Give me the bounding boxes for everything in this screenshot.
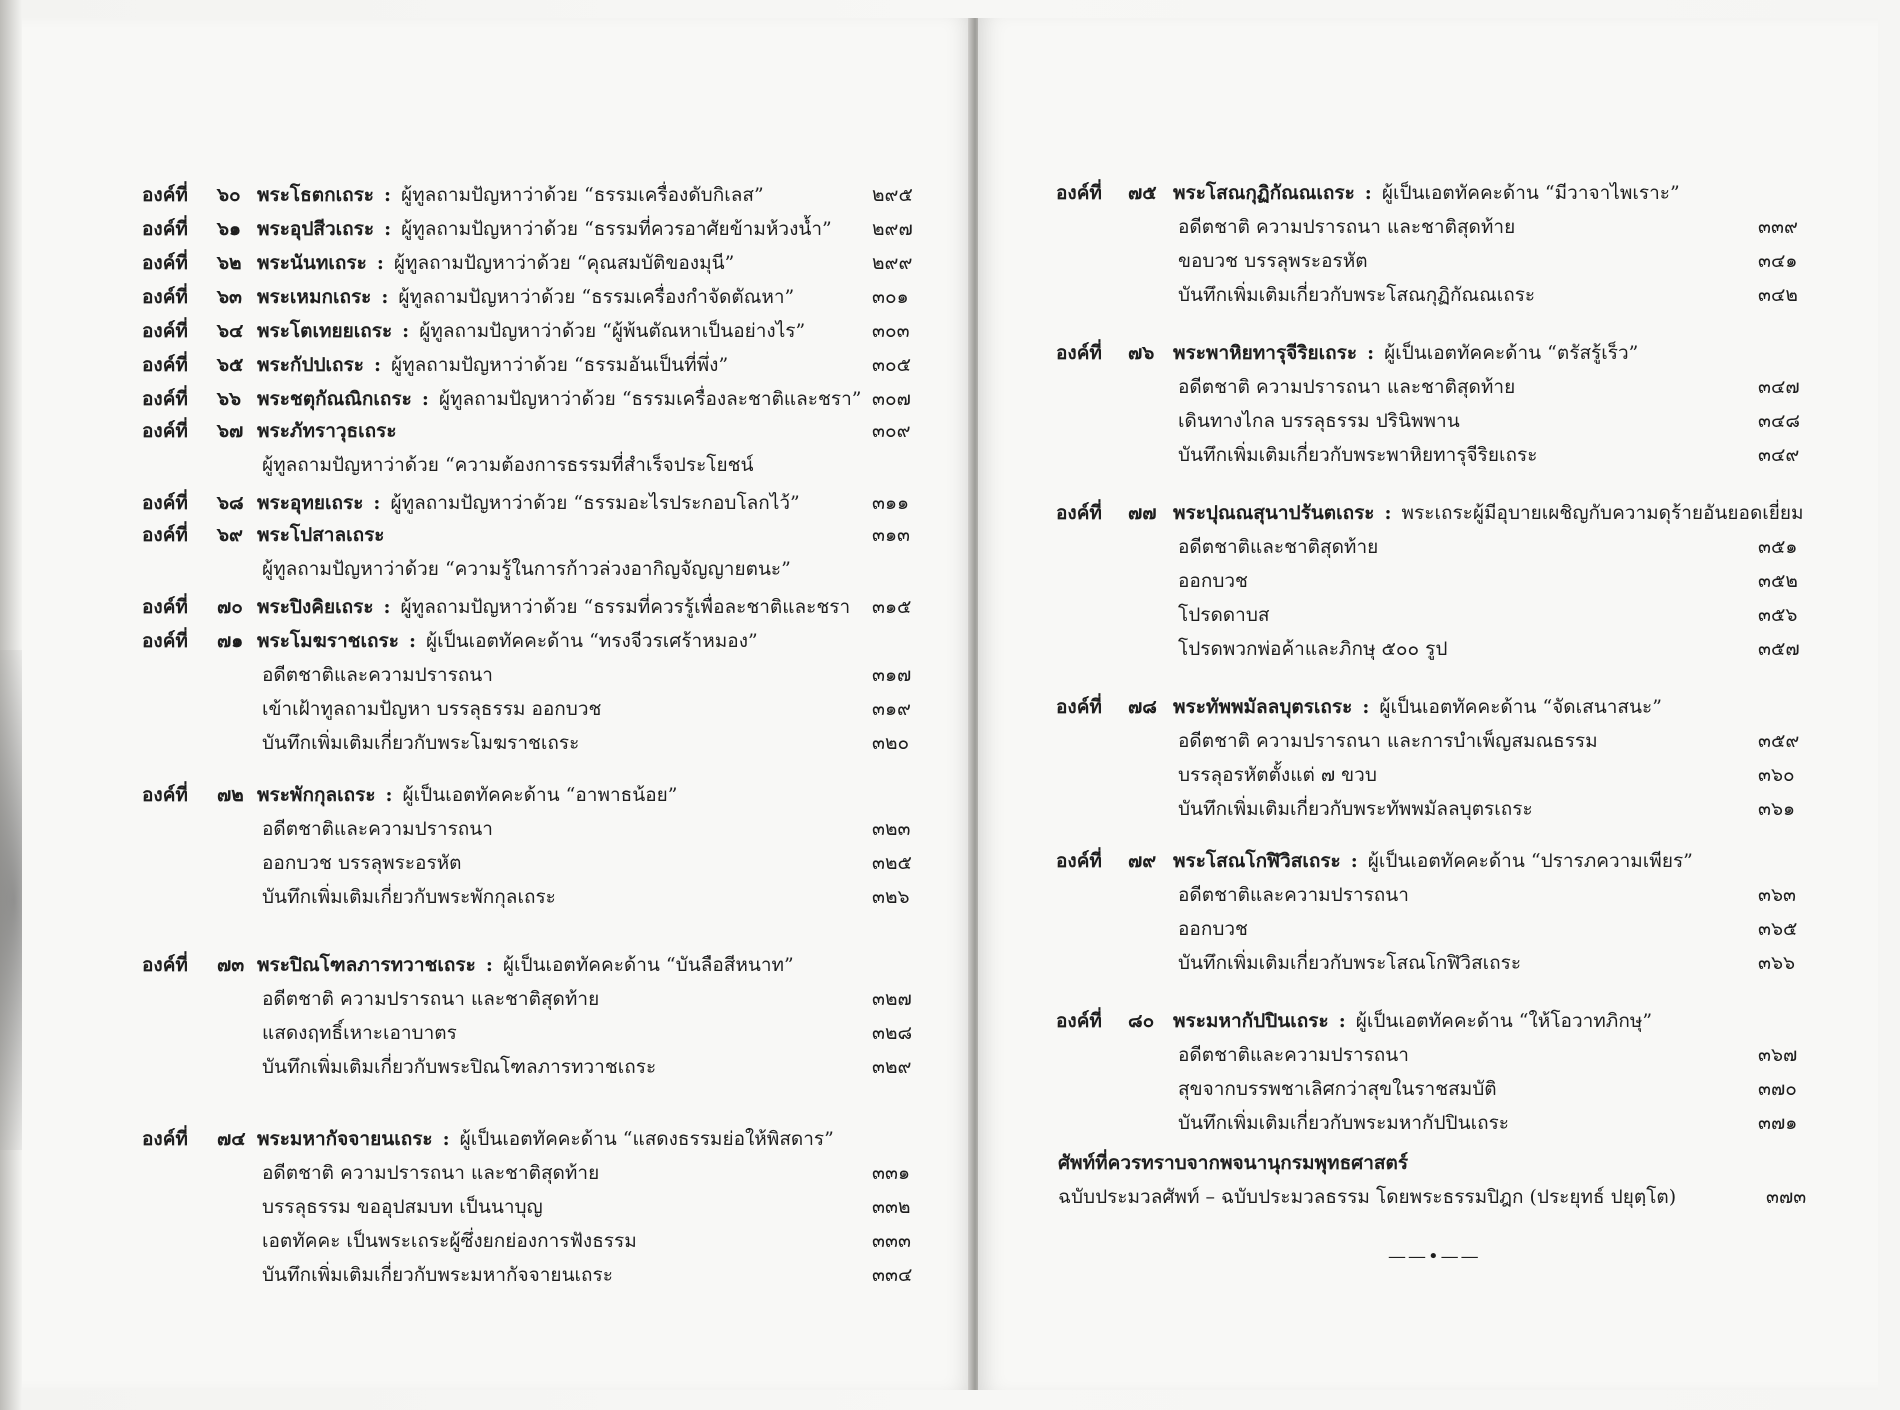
monk-name: พระภัทราวุธเถระ bbox=[257, 420, 397, 442]
subentry-text: บันทึกเพิ่มเติมเกี่ยวกับพระโสณกุฏิกัณณเถระ bbox=[1178, 284, 1536, 306]
toc-subentry bbox=[22, 1224, 974, 1258]
entry-description: ผู้เป็นเอตทัคคะด้าน “ทรงจีวรเศร้าหมอง” bbox=[425, 630, 758, 652]
toc-entry-heading bbox=[22, 486, 974, 520]
toc-subentry bbox=[978, 598, 1878, 632]
page-number: ๓๐๓ bbox=[872, 320, 910, 342]
subentry-text: อดีตชาติและชาติสุดท้าย bbox=[1178, 536, 1379, 558]
entry-description: พระเถระผู้มีอุบายเผชิญกับความดุร้ายอันยอดเยี่ยม bbox=[1401, 502, 1804, 524]
right-page bbox=[978, 18, 1878, 1390]
entry-description: ผู้เป็นเอตทัคคะด้าน “บันลือสีหนาท” bbox=[502, 954, 794, 976]
entry-label: องค์ที่ bbox=[1056, 850, 1102, 872]
subentry-text: โปรดพวกพ่อค้าและภิกษุ ๕๐๐ รูป bbox=[1178, 638, 1448, 660]
entry-description: ผู้ทูลถามปัญหาว่าด้วย “ธรรมอันเป็นที่พึ่ง” bbox=[390, 354, 729, 376]
entry-separator: : bbox=[1384, 502, 1392, 524]
entry-separator: : bbox=[373, 354, 381, 376]
toc-subentry bbox=[978, 758, 1878, 792]
toc-entry-heading bbox=[978, 176, 1878, 210]
entry-title bbox=[257, 212, 832, 246]
end-ornament: ——•—— bbox=[1388, 1246, 1481, 1267]
entry-ordinal: ๖๑ bbox=[217, 218, 242, 240]
toc-entry bbox=[22, 624, 974, 760]
entry-title bbox=[1173, 844, 1693, 878]
monk-name: พระโธตกเถระ bbox=[257, 184, 374, 206]
subentry-text: บรรลุอรหัตตั้งแต่ ๗ ขวบ bbox=[1178, 764, 1377, 786]
toc-subentry bbox=[978, 946, 1878, 980]
entry-separator: : bbox=[408, 630, 416, 652]
page-number: ๓๓๙ bbox=[1758, 216, 1798, 238]
page-number: ๓๒๓ bbox=[872, 818, 911, 840]
page-number: ๓๕๗ bbox=[1758, 638, 1800, 660]
entry-ordinal: ๗๕ bbox=[1128, 182, 1157, 204]
page-number: ๓๒๗ bbox=[872, 988, 912, 1010]
entry-title bbox=[257, 314, 805, 348]
entry-separator: : bbox=[376, 252, 384, 274]
toc-subentry bbox=[22, 1016, 974, 1050]
toc-subentry bbox=[22, 812, 974, 846]
entry-label: องค์ที่ bbox=[142, 1128, 188, 1150]
page-number: ๓๒๐ bbox=[872, 732, 910, 754]
entry-title bbox=[1173, 496, 1804, 530]
entry-description: ผู้เป็นเอตทัคคะด้าน “อาพาธน้อย” bbox=[402, 784, 678, 806]
page-number: ๓๕๒ bbox=[1758, 570, 1798, 592]
subentry-text: บันทึกเพิ่มเติมเกี่ยวกับพระโสณโกฬิวิสเถระ bbox=[1178, 952, 1522, 974]
toc-subentry bbox=[978, 370, 1878, 404]
toc-entry bbox=[978, 496, 1878, 666]
left-page bbox=[22, 18, 974, 1390]
page-number: ๓๖๗ bbox=[1758, 1044, 1798, 1066]
toc-entry-heading bbox=[978, 1004, 1878, 1038]
entry-label: องค์ที่ bbox=[142, 954, 188, 976]
subentry-text: ผู้ทูลถามปัญหาว่าด้วย “ความรู้ในการก้าวล่วงอากิญจัญญายตนะ” bbox=[262, 558, 791, 580]
subentry-text: เอตทัคคะ เป็นพระเถระผู้ซึ่งยกย่องการฟังธรรม bbox=[262, 1230, 637, 1252]
entry-label: องค์ที่ bbox=[142, 492, 188, 514]
toc-subentry bbox=[22, 448, 974, 482]
toc-entry bbox=[22, 518, 974, 586]
page-number: ๒๙๙ bbox=[872, 252, 913, 274]
toc-entry bbox=[22, 382, 974, 416]
subentry-text: ผู้ทูลถามปัญหาว่าด้วย “ความต้องการธรรมที่สำเร็จประโยชน์ bbox=[262, 454, 754, 476]
toc-entry bbox=[22, 948, 974, 1084]
monk-name: พระเหมกเถระ bbox=[257, 286, 372, 308]
entry-ordinal: ๗๑ bbox=[217, 630, 244, 652]
monk-name: พระปิงคิยเถระ bbox=[257, 596, 374, 618]
entry-label: องค์ที่ bbox=[142, 784, 188, 806]
page-number: ๓๐๕ bbox=[872, 354, 911, 376]
entry-separator: : bbox=[384, 184, 392, 206]
toc-entry bbox=[22, 778, 974, 914]
toc-subentry bbox=[22, 982, 974, 1016]
subentry-text: อดีตชาติและความปรารถนา bbox=[1178, 884, 1409, 906]
toc-subentry bbox=[22, 1190, 974, 1224]
entry-label: องค์ที่ bbox=[142, 420, 188, 442]
page-number: ๓๗๐ bbox=[1758, 1078, 1797, 1100]
toc-entry-heading bbox=[22, 590, 974, 624]
entry-description: ผู้เป็นเอตทัคคะด้าน “จัดเสนาสนะ” bbox=[1379, 696, 1662, 718]
entry-ordinal: ๗๒ bbox=[217, 784, 244, 806]
subentry-text: ออกบวช bbox=[1178, 570, 1248, 592]
toc-entry-heading bbox=[978, 496, 1878, 530]
entry-description: ผู้ทูลถามปัญหาว่าด้วย “ธรรมเครื่องกำจัดตัณหา” bbox=[398, 286, 795, 308]
toc-entry bbox=[22, 348, 974, 382]
toc-subentry bbox=[22, 552, 974, 586]
page-number: ๓๕๙ bbox=[1758, 730, 1800, 752]
toc-entry bbox=[22, 314, 974, 348]
toc-entry-heading bbox=[22, 1122, 974, 1156]
toc-subentry bbox=[978, 278, 1878, 312]
entry-title bbox=[1173, 176, 1680, 210]
page-number: ๓๑๑ bbox=[872, 492, 910, 514]
toc-subentry bbox=[22, 1258, 974, 1292]
toc-entry bbox=[22, 414, 974, 482]
page-number: ๓๔๒ bbox=[1758, 284, 1798, 306]
entry-ordinal: ๘๐ bbox=[1128, 1010, 1155, 1032]
entry-description: ผู้ทูลถามปัญหาว่าด้วย “ธรรมเครื่องละชาติและชรา” bbox=[438, 388, 862, 410]
entry-title bbox=[257, 518, 385, 552]
entry-ordinal: ๗๓ bbox=[217, 954, 245, 976]
entry-separator: : bbox=[1362, 696, 1370, 718]
toc-subentry bbox=[978, 792, 1878, 826]
toc-entry-heading bbox=[22, 314, 974, 348]
toc-subentry bbox=[22, 880, 974, 914]
entry-label: องค์ที่ bbox=[142, 524, 188, 546]
subentry-text: บันทึกเพิ่มเติมเกี่ยวกับพระปิณโฑลภารทวาชเถระ bbox=[262, 1056, 657, 1078]
page-number: ๓๓๔ bbox=[872, 1264, 913, 1286]
monk-name: พระมหากัจจายนเถระ bbox=[257, 1128, 433, 1150]
page-number: ๓๑๓ bbox=[872, 524, 911, 546]
entry-description: ผู้ทูลถามปัญหาว่าด้วย “ธรรมที่ควรอาศัยข้ามห้วงน้ำ” bbox=[401, 218, 832, 240]
entry-ordinal: ๖๖ bbox=[217, 388, 242, 410]
glossary-subtitle: ฉบับประมวลศัพท์ – ฉบับประมวลธรรม โดยพระธรรมปิฎก (ประยุทธ์ ปยุตฺโต) bbox=[1058, 1186, 1677, 1208]
page-number: ๓๒๙ bbox=[872, 1056, 912, 1078]
entry-label: องค์ที่ bbox=[1056, 342, 1102, 364]
subentry-text: ออกบวช บรรลุพระอรหัต bbox=[262, 852, 462, 874]
entry-title bbox=[257, 280, 794, 314]
subentry-text: อดีตชาติและความปรารถนา bbox=[262, 818, 493, 840]
toc-entry bbox=[22, 486, 974, 520]
entry-label: องค์ที่ bbox=[142, 218, 188, 240]
page-number: ๓๔๘ bbox=[1758, 410, 1801, 432]
toc-entry-heading bbox=[978, 844, 1878, 878]
monk-name: พระพักกุลเถระ bbox=[257, 784, 376, 806]
entry-separator: : bbox=[385, 784, 393, 806]
subentry-text: อดีตชาติและความปรารถนา bbox=[262, 664, 493, 686]
toc-subentry bbox=[978, 1072, 1878, 1106]
toc-subentry bbox=[978, 438, 1878, 472]
toc-subentry bbox=[22, 692, 974, 726]
monk-name: พระโสณโกฬิวิสเถระ bbox=[1173, 850, 1341, 872]
page-number: ๓๒๘ bbox=[872, 1022, 913, 1044]
page-number: ๓๓๒ bbox=[872, 1196, 911, 1218]
page-number: ๓๕๖ bbox=[1758, 604, 1798, 626]
toc-entry bbox=[978, 336, 1878, 472]
entry-ordinal: ๗๔ bbox=[217, 1128, 246, 1150]
monk-name: พระโปสาลเถระ bbox=[257, 524, 385, 546]
entry-ordinal: ๖๔ bbox=[217, 320, 244, 342]
entry-label: องค์ที่ bbox=[142, 354, 188, 376]
entry-title bbox=[257, 948, 794, 982]
subentry-text: สุขจากบรรพชาเลิศกว่าสุขในราชสมบัติ bbox=[1178, 1078, 1497, 1100]
entry-description: ผู้ทูลถามปัญหาว่าด้วย “ธรรมอะไรประกอบโลกไว้” bbox=[390, 492, 800, 514]
toc-subentry bbox=[978, 724, 1878, 758]
entry-label: องค์ที่ bbox=[142, 596, 188, 618]
toc-subentry bbox=[978, 1038, 1878, 1072]
toc-entry bbox=[22, 246, 974, 280]
subentry-text: อดีตชาติ ความปรารถนา และชาติสุดท้าย bbox=[262, 1162, 600, 1184]
entry-description: ผู้ทูลถามปัญหาว่าด้วย “ธรรมที่ควรรู้เพื่อละชาติและชรา bbox=[400, 596, 851, 618]
page-number: ๓๐๑ bbox=[872, 286, 909, 308]
toc-subentry bbox=[978, 210, 1878, 244]
entry-separator: : bbox=[1350, 850, 1358, 872]
glossary-page-number: ๓๗๓ bbox=[1766, 1186, 1807, 1208]
monk-name: พระมหากัปปินเถระ bbox=[1173, 1010, 1329, 1032]
entry-separator: : bbox=[1367, 342, 1375, 364]
toc-entry-heading bbox=[22, 624, 974, 658]
toc-subentry bbox=[22, 1050, 974, 1084]
subentry-text: บันทึกเพิ่มเติมเกี่ยวกับพระโมฆราชเถระ bbox=[262, 732, 580, 754]
entry-ordinal: ๖๓ bbox=[217, 286, 243, 308]
toc-entry bbox=[978, 844, 1878, 980]
entry-title bbox=[1173, 336, 1638, 370]
page-number: ๓๖๓ bbox=[1758, 884, 1797, 906]
entry-label: องค์ที่ bbox=[1056, 1010, 1102, 1032]
subentry-text: บันทึกเพิ่มเติมเกี่ยวกับพระมหากัปปินเถระ bbox=[1178, 1112, 1510, 1134]
toc-subentry bbox=[22, 846, 974, 880]
toc-subentry bbox=[978, 878, 1878, 912]
entry-ordinal: ๗๘ bbox=[1128, 696, 1157, 718]
monk-name: พระโตเทยยเถระ bbox=[257, 320, 393, 342]
entry-label: องค์ที่ bbox=[142, 388, 188, 410]
entry-description: ผู้เป็นเอตทัคคะด้าน “มีวาจาไพเราะ” bbox=[1381, 182, 1680, 204]
page-number: ๓๒๕ bbox=[872, 852, 912, 874]
entry-ordinal: ๖๐ bbox=[217, 184, 241, 206]
entry-title bbox=[257, 624, 758, 658]
entry-label: องค์ที่ bbox=[142, 286, 188, 308]
toc-entry bbox=[978, 690, 1878, 826]
entry-title bbox=[1173, 690, 1662, 724]
entry-title bbox=[1173, 1004, 1652, 1038]
page-number: ๓๒๖ bbox=[872, 886, 910, 908]
entry-separator: : bbox=[381, 286, 389, 308]
entry-label: องค์ที่ bbox=[1056, 182, 1102, 204]
toc-subentry bbox=[978, 1106, 1878, 1140]
subentry-text: แสดงฤทธิ์เหาะเอาบาตร bbox=[262, 1022, 457, 1044]
page-number: ๓๐๙ bbox=[872, 420, 911, 442]
subentry-text: เข้าเฝ้าทูลถามปัญหา บรรลุธรรม ออกบวช bbox=[262, 698, 602, 720]
toc-entry-heading bbox=[22, 518, 974, 552]
entry-title bbox=[257, 590, 850, 624]
page-number: ๓๑๙ bbox=[872, 698, 911, 720]
entry-separator: : bbox=[383, 596, 391, 618]
entry-description: ผู้เป็นเอตทัคคะด้าน “ปรารภความเพียร” bbox=[1367, 850, 1693, 872]
monk-name: พระทัพพมัลลบุตรเถระ bbox=[1173, 696, 1353, 718]
monk-name: พระโสณกุฏิกัณณเถระ bbox=[1173, 182, 1355, 204]
entry-separator: : bbox=[402, 320, 410, 342]
entry-title bbox=[257, 178, 764, 212]
entry-label: องค์ที่ bbox=[1056, 502, 1102, 524]
entry-ordinal: ๗๖ bbox=[1128, 342, 1155, 364]
entry-label: องค์ที่ bbox=[142, 630, 188, 652]
monk-name: พระโมฆราชเถระ bbox=[257, 630, 399, 652]
toc-subentry bbox=[978, 244, 1878, 278]
entry-title bbox=[257, 1122, 834, 1156]
entry-separator: : bbox=[373, 492, 381, 514]
monk-name: พระอุปสีวเถระ bbox=[257, 218, 375, 240]
entry-ordinal: ๗๗ bbox=[1128, 502, 1157, 524]
entry-separator: : bbox=[485, 954, 493, 976]
entry-description: ผู้ทูลถามปัญหาว่าด้วย “ธรรมเครื่องดับกิเลส” bbox=[401, 184, 764, 206]
entry-separator: : bbox=[1338, 1010, 1346, 1032]
entry-description: ผู้เป็นเอตทัคคะด้าน “ให้โอวาทภิกษุ” bbox=[1355, 1010, 1653, 1032]
entry-title bbox=[257, 348, 728, 382]
toc-subentry bbox=[978, 912, 1878, 946]
monk-name: พระปิณโฑลภารทวาชเถระ bbox=[257, 954, 476, 976]
monk-name: พระนันทเถระ bbox=[257, 252, 367, 274]
entry-label: องค์ที่ bbox=[142, 184, 188, 206]
page-number: ๓๓๓ bbox=[872, 1230, 911, 1252]
glossary-title: ศัพท์ที่ควรทราบจากพจนานุกรมพุทธศาสตร์ bbox=[1058, 1152, 1409, 1174]
subentry-text: อดีตชาติ ความปรารถนา และการบำเพ็ญสมณธรรม bbox=[1178, 730, 1598, 752]
toc-entry-heading bbox=[22, 212, 974, 246]
toc-entry-heading bbox=[22, 348, 974, 382]
page-number: ๓๖๑ bbox=[1758, 798, 1796, 820]
subentry-text: ออกบวช bbox=[1178, 918, 1248, 940]
toc-subentry bbox=[22, 658, 974, 692]
page-number: ๓๖๕ bbox=[1758, 918, 1798, 940]
toc-entry bbox=[978, 176, 1878, 312]
entry-description: ผู้เป็นเอตทัคคะด้าน “แสดงธรรมย่อให้พิสดาร” bbox=[459, 1128, 834, 1150]
entry-title bbox=[257, 778, 677, 812]
toc-entry bbox=[22, 1122, 974, 1292]
toc-subentry bbox=[978, 530, 1878, 564]
toc-entry-heading bbox=[22, 778, 974, 812]
monk-name: พระพาหิยทารุจีริยเถระ bbox=[1173, 342, 1358, 364]
page-number: ๓๐๗ bbox=[872, 388, 911, 410]
entry-description: ผู้เป็นเอตทัคคะด้าน “ตรัสรู้เร็ว” bbox=[1384, 342, 1639, 364]
entry-ordinal: ๖๘ bbox=[217, 492, 244, 514]
entry-label: องค์ที่ bbox=[142, 320, 188, 342]
toc-entry-heading bbox=[978, 690, 1878, 724]
entry-title bbox=[257, 382, 862, 416]
page-number: ๓๔๗ bbox=[1758, 376, 1800, 398]
page-number: ๓๔๙ bbox=[1758, 444, 1800, 466]
subentry-text: อดีตชาติ ความปรารถนา และชาติสุดท้าย bbox=[1178, 376, 1516, 398]
subentry-text: อดีตชาติ ความปรารถนา และชาติสุดท้าย bbox=[1178, 216, 1516, 238]
monk-name: พระปุณณสุนาปรันตเถระ bbox=[1173, 502, 1375, 524]
subentry-text: บันทึกเพิ่มเติมเกี่ยวกับพระทัพพมัลลบุตรเถระ bbox=[1178, 798, 1533, 820]
toc-entry-heading bbox=[978, 336, 1878, 370]
page-number: ๒๙๕ bbox=[872, 184, 913, 206]
entry-ordinal: ๖๙ bbox=[217, 524, 243, 546]
subentry-text: อดีตชาติ ความปรารถนา และชาติสุดท้าย bbox=[262, 988, 600, 1010]
toc-entry-heading bbox=[22, 280, 974, 314]
entry-separator: : bbox=[442, 1128, 450, 1150]
entry-label: องค์ที่ bbox=[142, 252, 188, 274]
page-number: ๓๑๕ bbox=[872, 596, 912, 618]
subentry-text: อดีตชาติและความปรารถนา bbox=[1178, 1044, 1409, 1066]
toc-entry-heading bbox=[22, 948, 974, 982]
page-number: ๓๔๑ bbox=[1758, 250, 1798, 272]
entry-separator: : bbox=[421, 388, 429, 410]
monk-name: พระกัปปเถระ bbox=[257, 354, 364, 376]
entry-ordinal: ๖๗ bbox=[217, 420, 244, 442]
entry-ordinal: ๖๕ bbox=[217, 354, 244, 376]
page-number: ๓๑๗ bbox=[872, 664, 912, 686]
entry-title bbox=[257, 414, 397, 448]
toc-entry bbox=[22, 590, 974, 624]
entry-description: ผู้ทูลถามปัญหาว่าด้วย “คุณสมบัติของมุนี” bbox=[393, 252, 735, 274]
entry-description: ผู้ทูลถามปัญหาว่าด้วย “ผู้พ้นตัณหาเป็นอย่างไร” bbox=[419, 320, 806, 342]
toc-subentry bbox=[978, 564, 1878, 598]
toc-entry-heading bbox=[22, 178, 974, 212]
toc-entry-heading bbox=[22, 246, 974, 280]
entry-title bbox=[257, 246, 734, 280]
subentry-text: ขอบวช บรรลุพระอรหัต bbox=[1178, 250, 1368, 272]
toc-entry bbox=[978, 1004, 1878, 1140]
entry-label: องค์ที่ bbox=[1056, 696, 1102, 718]
toc-entry bbox=[22, 212, 974, 246]
toc-subentry bbox=[978, 632, 1878, 666]
toc-entry-heading bbox=[22, 414, 974, 448]
monk-name: พระชตุกัณณิกเถระ bbox=[257, 388, 412, 410]
toc-subentry bbox=[978, 404, 1878, 438]
page-number: ๓๗๑ bbox=[1758, 1112, 1798, 1134]
monk-name: พระอุทยเถระ bbox=[257, 492, 364, 514]
entry-separator: : bbox=[1364, 182, 1372, 204]
subentry-text: บันทึกเพิ่มเติมเกี่ยวกับพระพาหิยทารุจีริยเถระ bbox=[1178, 444, 1538, 466]
subentry-text: บันทึกเพิ่มเติมเกี่ยวกับพระพักกุลเถระ bbox=[262, 886, 556, 908]
page-number: ๓๕๑ bbox=[1758, 536, 1798, 558]
page-number: ๓๖๐ bbox=[1758, 764, 1795, 786]
entry-ordinal: ๖๒ bbox=[217, 252, 242, 274]
toc-entry bbox=[22, 280, 974, 314]
entry-title bbox=[257, 486, 800, 520]
page-number: ๓๓๑ bbox=[872, 1162, 911, 1184]
subentry-text: เดินทางไกล บรรลุธรรม ปรินิพพาน bbox=[1178, 410, 1460, 432]
subentry-text: บรรลุธรรม ขออุปสมบท เป็นนาบุญ bbox=[262, 1196, 543, 1218]
subentry-text: บันทึกเพิ่มเติมเกี่ยวกับพระมหากัจจายนเถระ bbox=[262, 1264, 613, 1286]
toc-entry bbox=[22, 178, 974, 212]
entry-ordinal: ๗๐ bbox=[217, 596, 243, 618]
page-number: ๓๖๖ bbox=[1758, 952, 1796, 974]
toc-subentry bbox=[22, 726, 974, 760]
entry-ordinal: ๗๙ bbox=[1128, 850, 1157, 872]
entry-separator: : bbox=[384, 218, 392, 240]
left-toc-column bbox=[22, 18, 974, 1390]
toc-entry-heading bbox=[22, 382, 974, 416]
subentry-text: โปรดดาบส bbox=[1178, 604, 1270, 626]
toc-subentry bbox=[22, 1156, 974, 1190]
page-number: ๒๙๗ bbox=[872, 218, 913, 240]
